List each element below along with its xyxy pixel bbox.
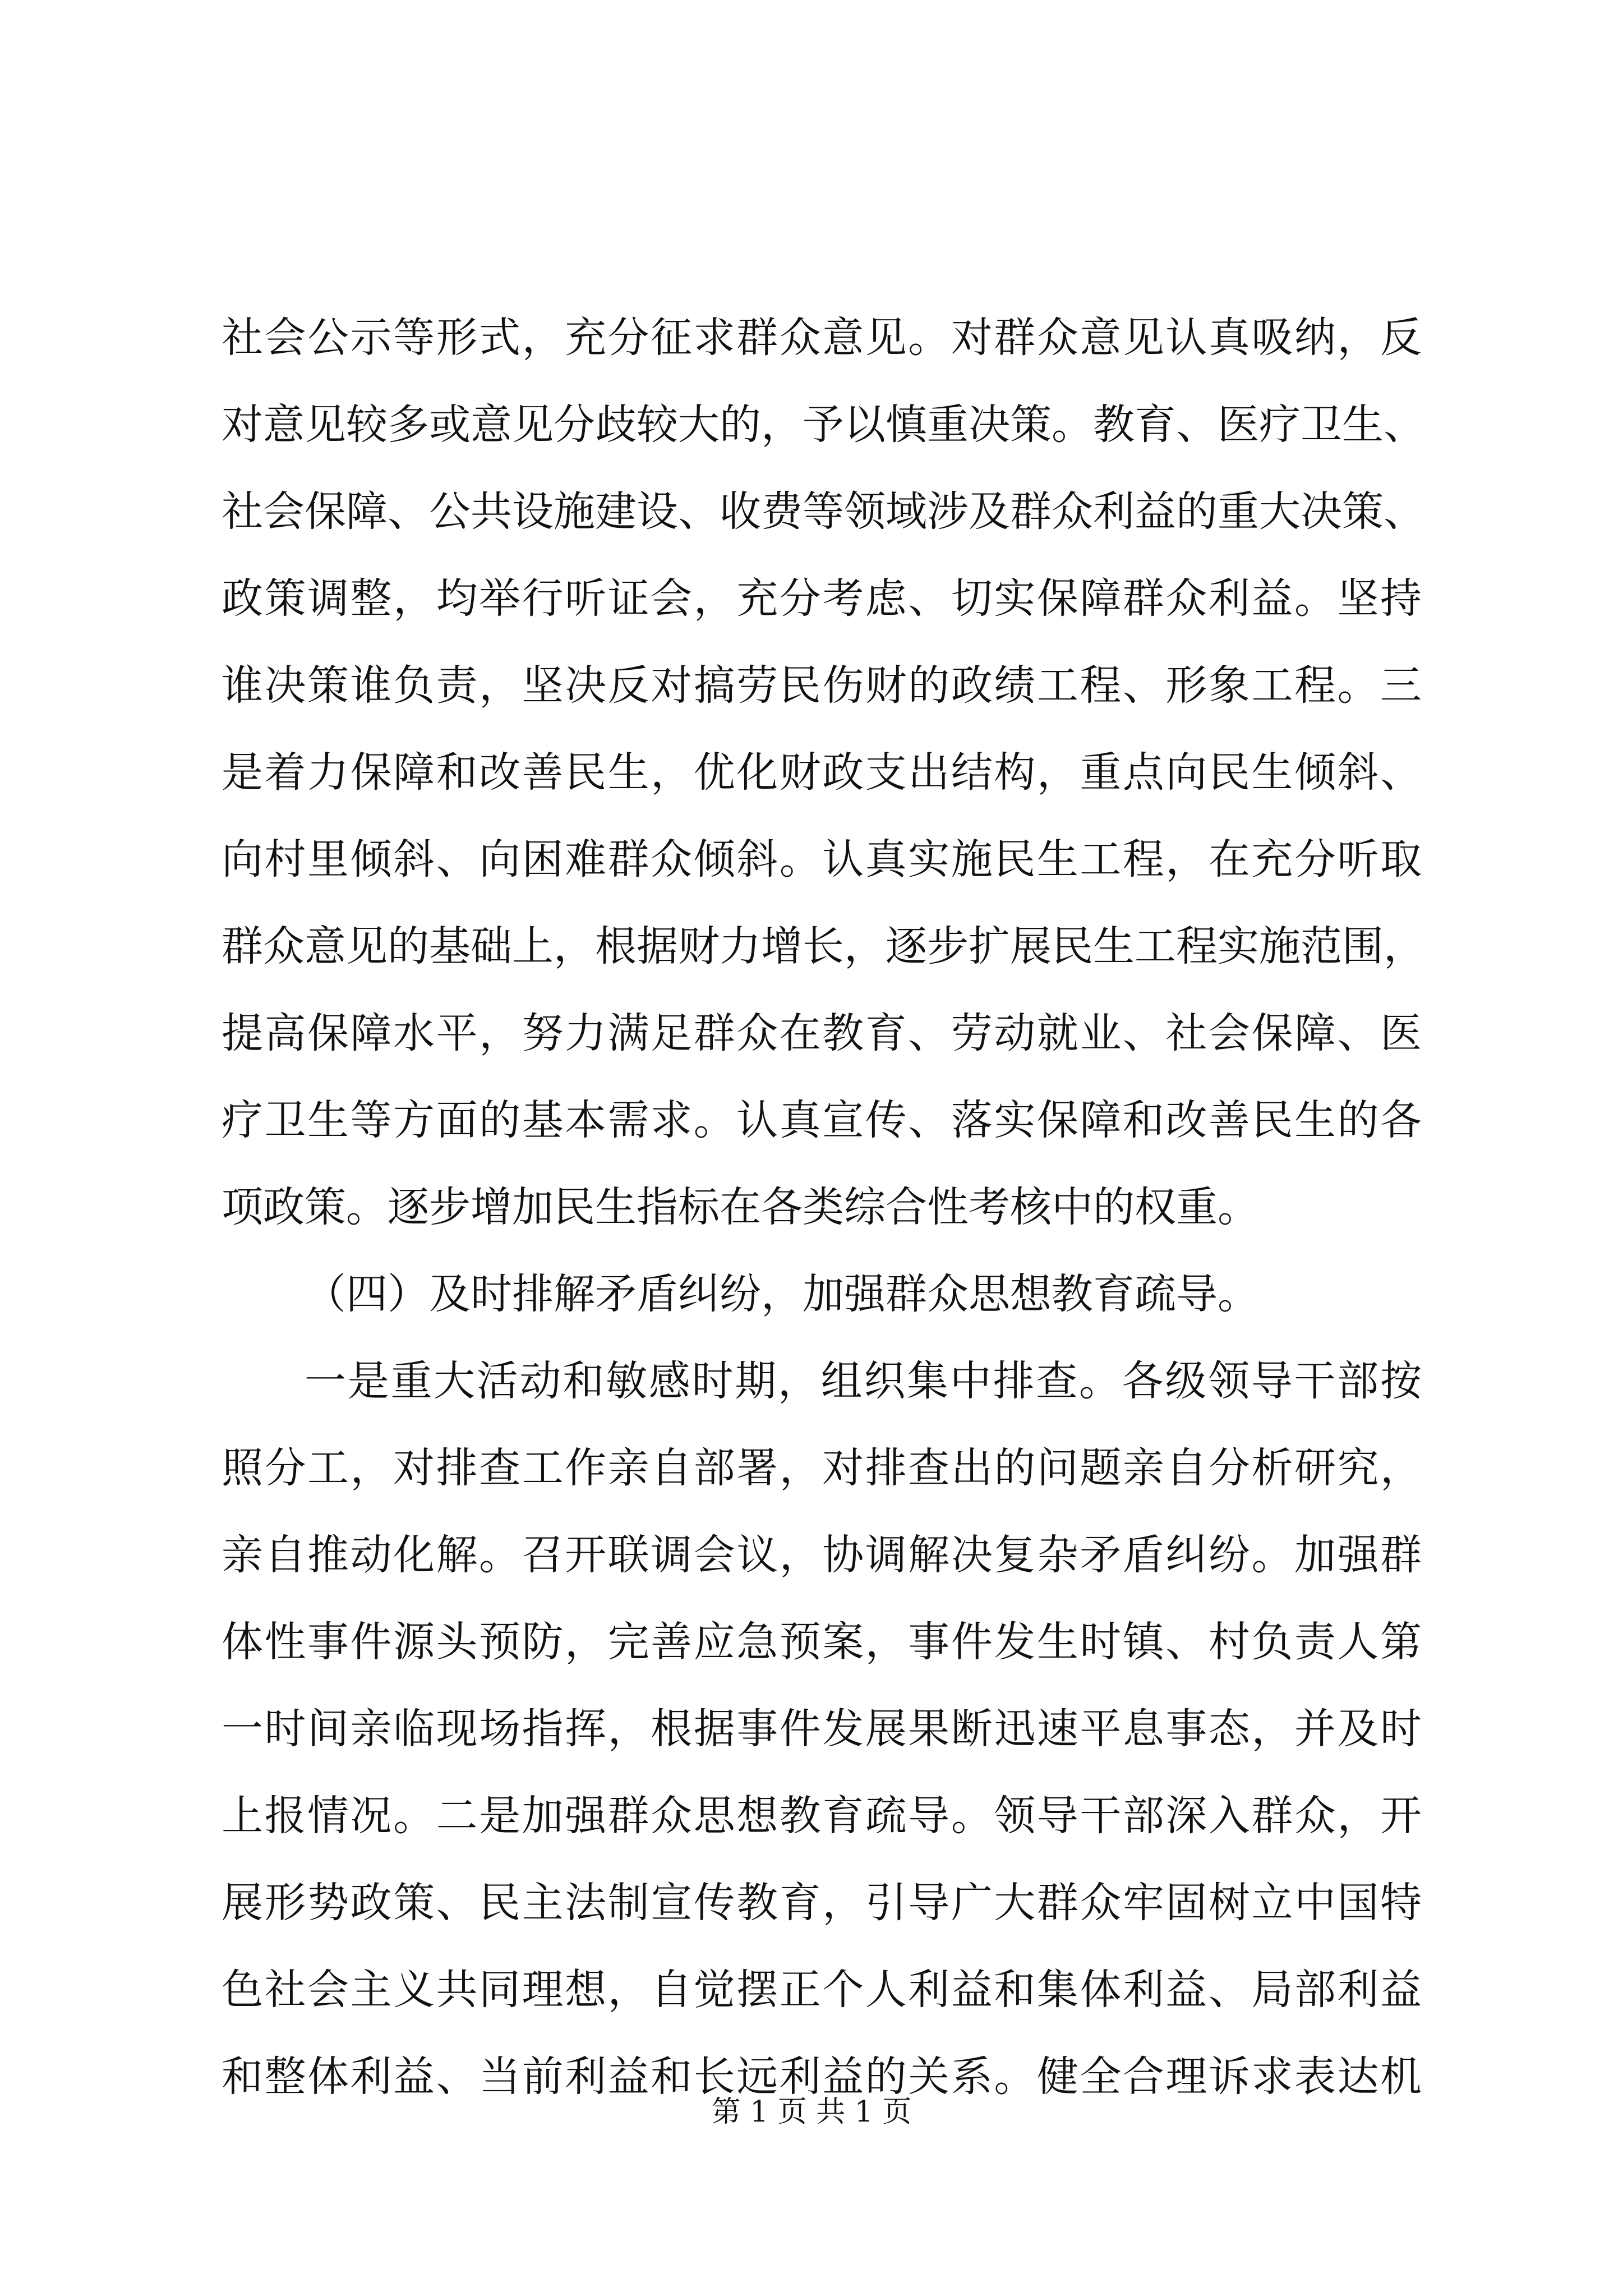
text-line: 体性事件源头预防，完善应急预案，事件发生时镇、村负责人第 xyxy=(222,1618,1422,1666)
section-heading: （四）及时排解矛盾纠纷，加强群众思想教育疏导。 xyxy=(305,1270,1259,1318)
text-line: 项政策。逐步增加民生指标在各类综合性考核中的权重。 xyxy=(222,1183,1259,1231)
text-line: 是着力保障和改善民生，优化财政支出结构，重点向民生倾斜、 xyxy=(222,748,1422,797)
text-line: 一是重大活动和敏感时期，组织集中排查。各级领导干部按 xyxy=(305,1357,1422,1405)
text-line: 照分工，对排查工作亲自部署，对排查出的问题亲自分析研究， xyxy=(222,1444,1422,1492)
text-line: 政策调整，均举行听证会，充分考虑、切实保障群众利益。坚持 xyxy=(222,574,1422,623)
document-body xyxy=(222,295,1425,2120)
text-line: 亲自推动化解。召开联调会议，协调解决复杂矛盾纠纷。加强群 xyxy=(222,1531,1422,1579)
text-line: 群众意见的基础上，根据财力增长，逐步扩展民生工程实施范围， xyxy=(222,922,1425,970)
text-line: 疗卫生等方面的基本需求。认真宣传、落实保障和改善民生的各 xyxy=(222,1096,1422,1144)
text-line: 社会保障、公共设施建设、收费等领域涉及群众利益的重大决策、 xyxy=(222,487,1425,536)
text-line: 展形势政策、民主法制宣传教育，引导广大群众牢固树立中国特 xyxy=(222,1879,1422,1927)
text-line: 向村里倾斜、向困难群众倾斜。认真实施民生工程，在充分听取 xyxy=(222,835,1422,884)
text-line: 一时间亲临现场指挥，根据事件发展果断迅速平息事态，并及时 xyxy=(222,1705,1422,1753)
text-line: 社会公示等形式，充分征求群众意见。对群众意见认真吸纳，反 xyxy=(222,314,1422,362)
text-line: 对意见较多或意见分歧较大的，予以慎重决策。教育、医疗卫生、 xyxy=(222,401,1425,449)
text-line: 提高保障水平，努力满足群众在教育、劳动就业、社会保障、医 xyxy=(222,1009,1422,1057)
text-line: 和整体利益、当前利益和长远利益的关系。健全合理诉求表达机 xyxy=(222,2053,1422,2101)
text-line: 上报情况。二是加强群众思想教育疏导。领导干部深入群众，开 xyxy=(222,1792,1422,1840)
text-line: 谁决策谁负责，坚决反对搞劳民伤财的政绩工程、形象工程。三 xyxy=(222,661,1422,710)
page-footer: 第 1 页 共 1 页 xyxy=(711,2095,912,2129)
text-line: 色社会主义共同理想，自觉摆正个人利益和集体利益、局部利益 xyxy=(222,1966,1422,2014)
